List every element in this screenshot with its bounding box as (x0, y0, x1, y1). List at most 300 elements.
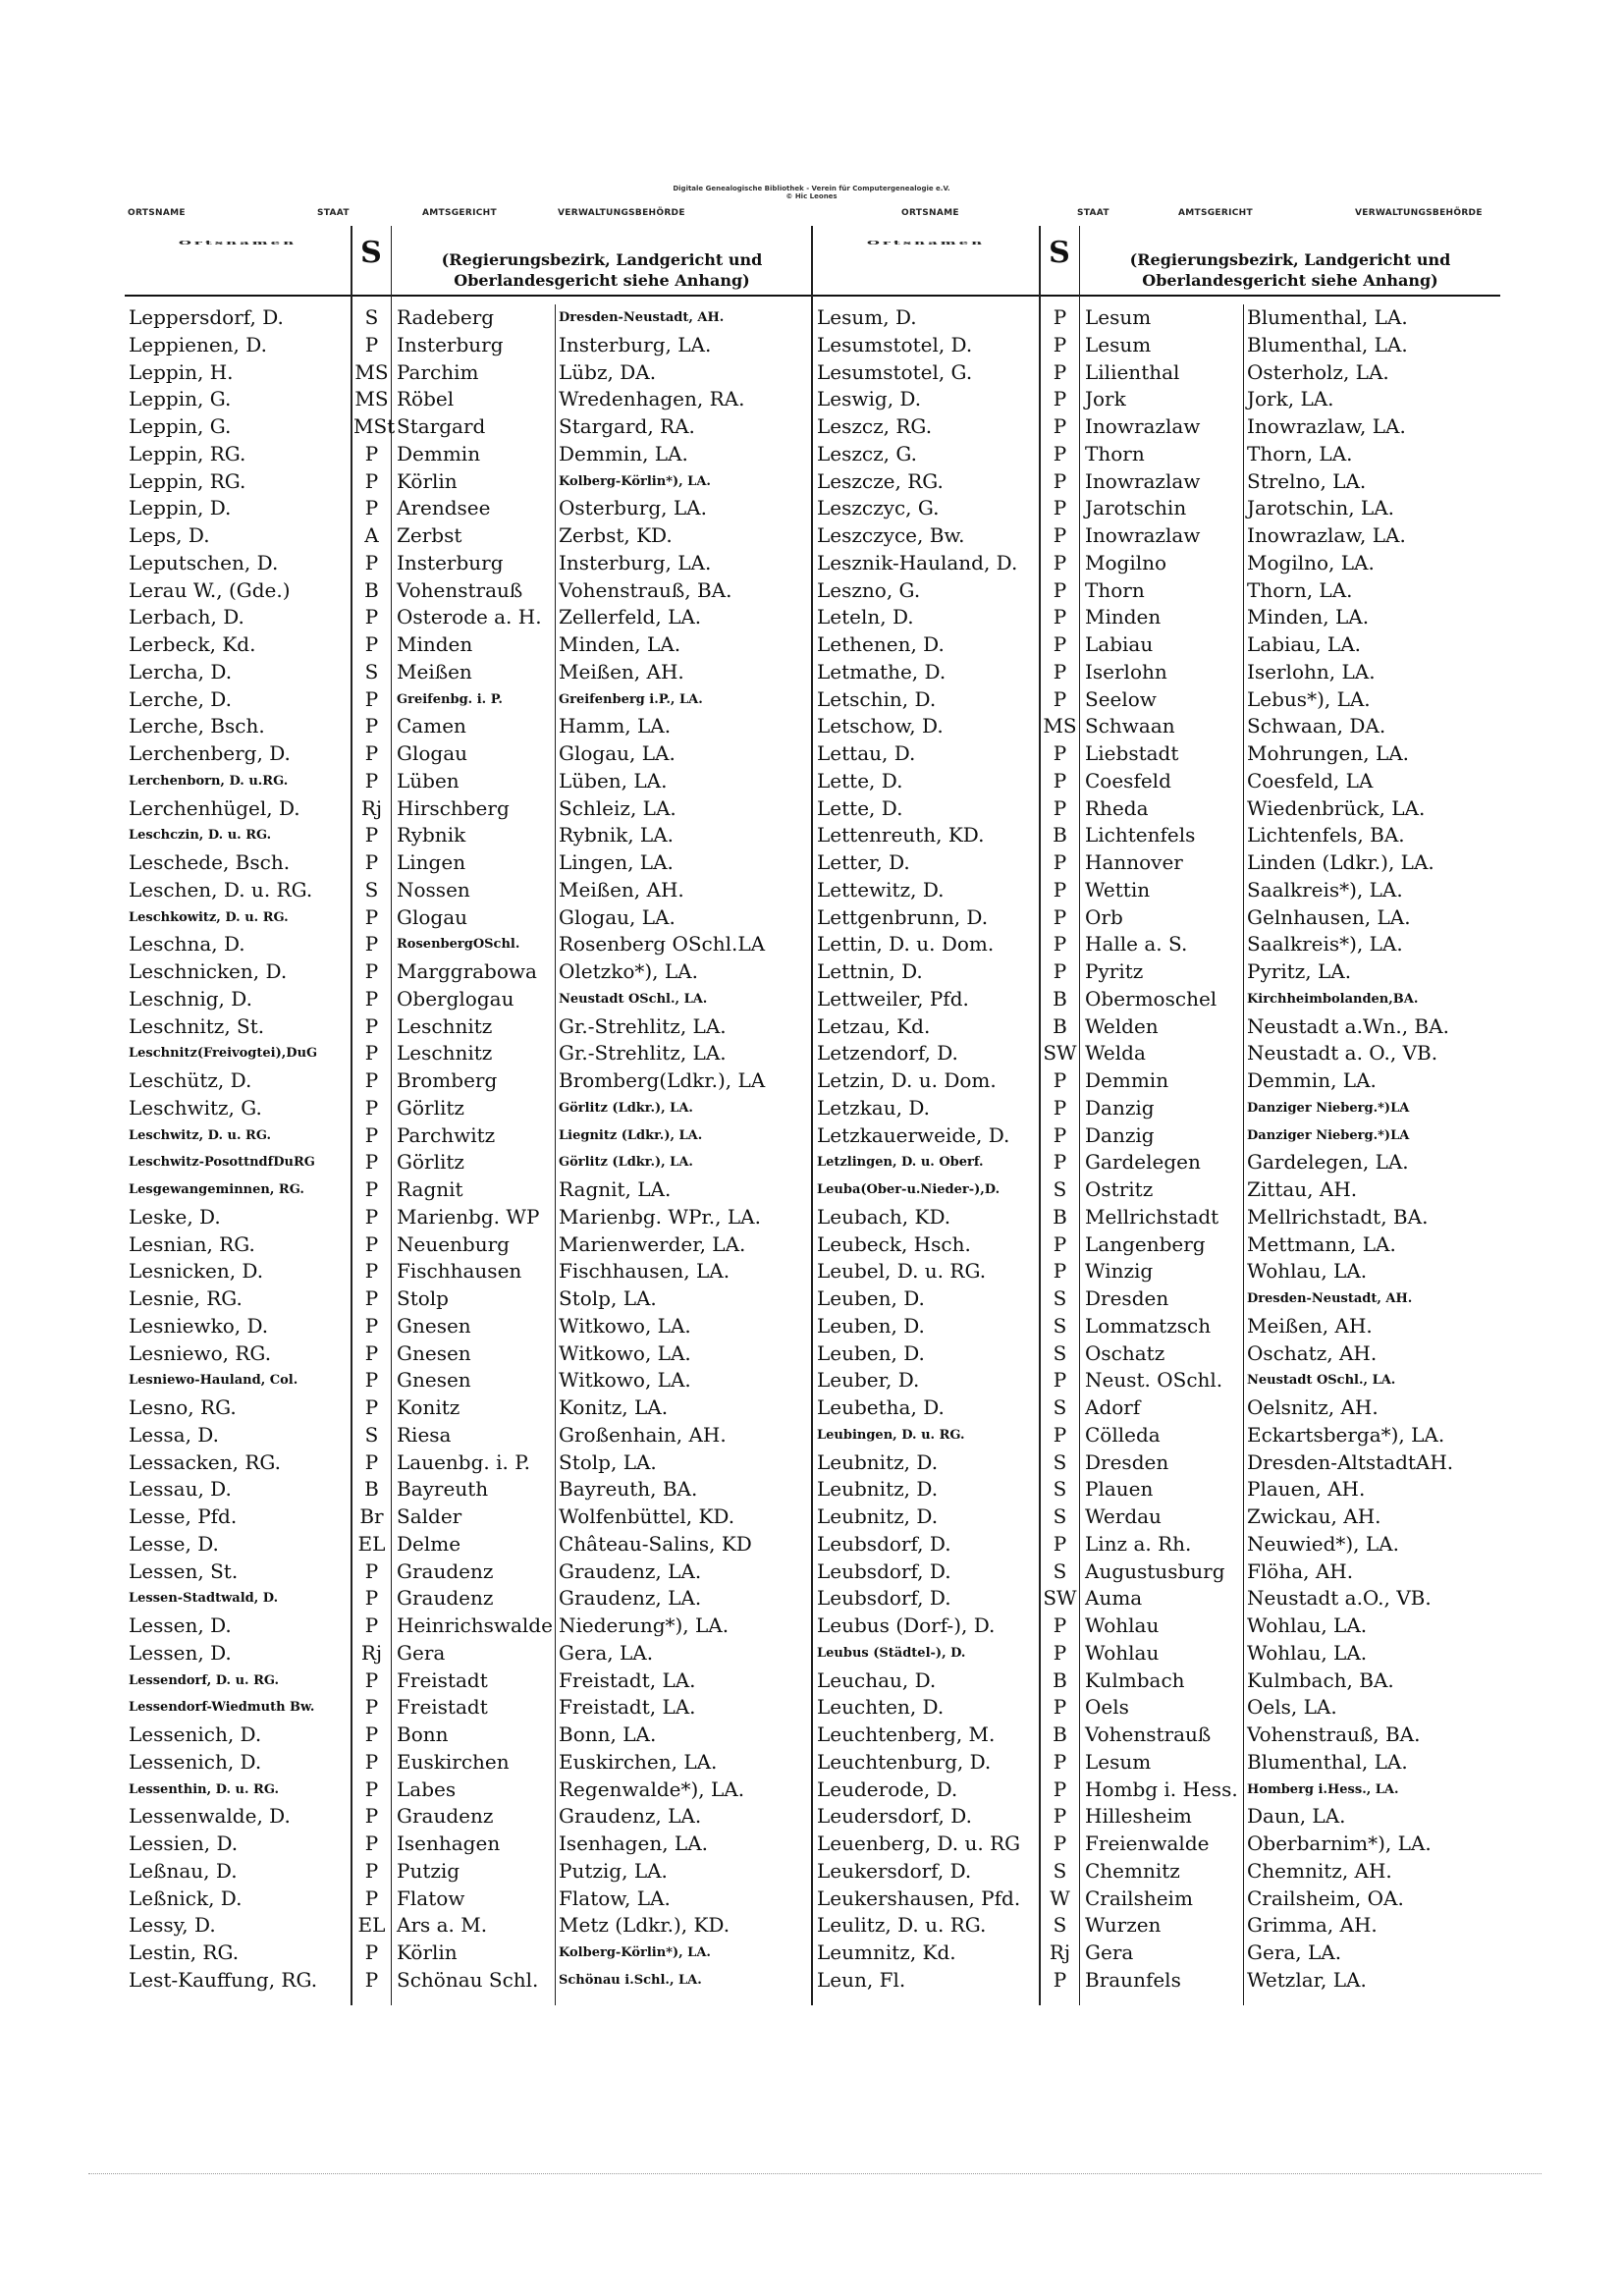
state-code: P (1053, 1804, 1067, 1829)
state-code: P (364, 1586, 379, 1611)
place-name: Leubnitz, D. (817, 1504, 939, 1528)
state-code: P (1053, 332, 1067, 356)
state-code: P (1053, 1831, 1067, 1855)
court-name: Meißen (397, 659, 472, 683)
place-name: Leschütz, D. (129, 1068, 252, 1092)
table-row (125, 686, 812, 714)
place-name: Leszczyc, G. (817, 496, 940, 520)
place-name: Leubingen, D. u. RG. (817, 1427, 965, 1443)
state-code: B (1053, 1204, 1067, 1229)
court-name: Graudenz (397, 1586, 494, 1611)
place-name: Lessau, D. (129, 1477, 232, 1502)
table-row (813, 1585, 1500, 1613)
place-name: Leubel, D. u. RG. (817, 1259, 987, 1284)
table-row (813, 522, 1500, 550)
place-name: Lettau, D. (817, 741, 916, 765)
place-name: Lessenthin, D. u. RG. (129, 1781, 280, 1797)
table-row (813, 1040, 1500, 1067)
table-row (125, 958, 812, 986)
place-name: Leps, D. (129, 523, 210, 547)
authority-name: Insterburg, LA. (559, 550, 712, 574)
court-name: Oschatz (1085, 1340, 1165, 1365)
table-row (125, 522, 812, 550)
table-row (125, 740, 812, 768)
place-name: Letzkau, D. (817, 1095, 931, 1120)
state-code: S (364, 659, 379, 683)
state-code: P (364, 1095, 379, 1120)
authority-name: Château-Salins, KD (559, 1531, 752, 1556)
state-code: P (1053, 1150, 1067, 1175)
court-name: Lilienthal (1085, 359, 1180, 384)
place-name: Leszcze, RG. (817, 468, 944, 493)
authority-name: Gr.-Strehlitz, LA. (559, 1041, 727, 1066)
state-code: P (1053, 414, 1067, 438)
state-code: P (1053, 1231, 1067, 1256)
court-name: Welda (1085, 1041, 1146, 1066)
place-name: Leppin, RG. (129, 468, 246, 493)
table-row (125, 1285, 812, 1313)
table-row (813, 604, 1500, 631)
authority-name: Oels, LA. (1247, 1695, 1337, 1720)
table-row (125, 1449, 812, 1477)
left-entry-list (125, 304, 812, 1995)
place-name: Leppin, H. (129, 359, 234, 384)
state-code: P (364, 441, 379, 465)
authority-name: Oelsnitz, AH. (1247, 1395, 1379, 1419)
table-row (125, 931, 812, 958)
table-row (125, 631, 812, 659)
court-name: Putzig (397, 1858, 460, 1883)
place-name: Letschow, D. (817, 714, 944, 738)
table-row (813, 495, 1500, 522)
place-name: Leputschen, D. (129, 550, 279, 574)
place-name: Lette, D. (817, 795, 903, 820)
table-row (813, 849, 1500, 877)
table-row (813, 332, 1500, 359)
table-row (125, 1149, 812, 1176)
state-code: B (1053, 986, 1067, 1011)
authority-name: Graudenz, LA. (559, 1558, 702, 1583)
authority-name: Greifenberg i.P., LA. (559, 691, 703, 707)
state-code: P (364, 632, 379, 656)
place-name: Leßnau, D. (129, 1858, 238, 1883)
place-name: Leppin, RG. (129, 441, 246, 465)
state-code: SW (1043, 1586, 1077, 1611)
place-name: Lettewitz, D. (817, 877, 945, 902)
court-name: Ragnit (397, 1177, 463, 1201)
court-name: Labes (397, 1777, 457, 1801)
authority-name: Graudenz, LA. (559, 1804, 702, 1829)
table-row (125, 1040, 812, 1067)
table-row (125, 1095, 812, 1122)
state-code: P (1053, 741, 1067, 765)
place-name: Lesniewo-Hauland, Col. (129, 1373, 298, 1389)
header-verwaltung-left: VERWALTUNGSBEHÖRDE (558, 208, 685, 218)
table-row (125, 904, 812, 932)
authority-name: Kulmbach, BA. (1247, 1667, 1394, 1692)
place-name: Lettenreuth, KD. (817, 823, 985, 847)
court-name: Danzig (1085, 1095, 1155, 1120)
table-row (125, 1531, 812, 1558)
state-code: P (364, 932, 379, 957)
place-name: Leuben, D. (817, 1286, 925, 1310)
court-name: Arendsee (397, 496, 491, 520)
place-name: Leubach, KD. (817, 1204, 951, 1229)
court-name: Augustusburg (1085, 1558, 1225, 1583)
table-row (813, 713, 1500, 740)
state-code: P (364, 959, 379, 983)
court-name: Kulmbach (1085, 1667, 1185, 1692)
state-code: P (364, 1558, 379, 1583)
authority-name: Dresden-Neustadt, AH. (559, 310, 725, 325)
authority-name: Ragnit, LA. (559, 1177, 672, 1201)
place-name: Lerche, Bsch. (129, 714, 265, 738)
table-row (813, 904, 1500, 932)
header-amtsgericht-left: AMTSGERICHT (422, 208, 497, 218)
state-code: P (364, 1967, 379, 1992)
place-name: Lesno, RG. (129, 1395, 237, 1419)
table-row (125, 1422, 812, 1449)
court-name: Röbel (397, 387, 455, 411)
table-row (125, 849, 812, 877)
place-name: Lerche, D. (129, 686, 232, 711)
place-name: Lercha, D. (129, 659, 233, 683)
table-row (813, 1122, 1500, 1150)
authority-name: Gr.-Strehlitz, LA. (559, 1013, 727, 1038)
authority-name: Lebus*), LA. (1247, 686, 1371, 711)
table-row (125, 1476, 812, 1503)
authority-name: Meißen, AH. (559, 877, 684, 902)
court-name: Linz a. Rh. (1085, 1531, 1192, 1556)
court-name: Winzig (1085, 1259, 1154, 1284)
authority-name: Kolberg-Körlin*), LA. (559, 473, 711, 489)
court-name: Inowrazlaw (1085, 468, 1201, 493)
table-row (813, 768, 1500, 795)
place-name: Leppienen, D. (129, 332, 267, 356)
state-code: P (1053, 1068, 1067, 1092)
authority-name: Saalkreis*), LA. (1247, 932, 1403, 957)
place-name: Leubus (Dorf-), D. (817, 1613, 996, 1637)
table-row (125, 1122, 812, 1150)
authority-name: Grimma, AH. (1247, 1913, 1378, 1938)
court-name: Flatow (397, 1886, 465, 1910)
court-name: Liebstadt (1085, 741, 1179, 765)
staat-column-head (352, 226, 391, 297)
place-name: Lerchenborn, D. u.RG. (129, 773, 289, 789)
place-name: Lessenich, D. (129, 1749, 262, 1774)
state-code: B (364, 577, 379, 602)
court-name: Thorn (1085, 577, 1145, 602)
place-name: Leschczin, D. u. RG. (129, 828, 272, 844)
authority-name: Iserlohn, LA. (1247, 659, 1376, 683)
place-name: Leschede, Bsch. (129, 850, 291, 874)
state-code: S (1053, 1177, 1067, 1201)
court-name: Demmin (397, 441, 481, 465)
court-name: Jarotschin (1085, 496, 1187, 520)
ortsname-column-head (813, 226, 1039, 297)
authority-name: Stolp, LA. (559, 1286, 657, 1310)
authority-name: Wetzlar, LA. (1247, 1967, 1367, 1992)
state-code: P (1053, 795, 1067, 820)
court-name: Ostritz (1085, 1177, 1154, 1201)
table-row (813, 1858, 1500, 1886)
table-row (813, 659, 1500, 686)
court-name: Zerbst (397, 523, 462, 547)
authority-name: Dresden-Neustadt, AH. (1247, 1291, 1413, 1306)
place-name: Lesniewko, D. (129, 1313, 269, 1338)
table-row (813, 1449, 1500, 1477)
authority-name: Lingen, LA. (559, 850, 674, 874)
authority-name: Blumenthal, LA. (1247, 332, 1408, 356)
header-amtsgericht-right: AMTSGERICHT (1178, 208, 1253, 218)
place-name: Lettweiler, Pfd. (817, 986, 969, 1011)
table-row (813, 931, 1500, 958)
state-code: MS (1043, 714, 1077, 738)
authority-name: Neustadt OSchl., LA. (559, 991, 708, 1007)
authority-name: Großenhain, AH. (559, 1422, 727, 1447)
state-code: Rj (360, 795, 383, 820)
table-row (125, 1176, 812, 1204)
authority-name: Thorn, LA. (1247, 441, 1353, 465)
table-row (125, 468, 812, 496)
header-staat-left: STAAT (317, 208, 350, 218)
state-code: P (1053, 959, 1067, 983)
table-row (125, 441, 812, 468)
authority-name: Crailsheim, OA. (1247, 1886, 1404, 1910)
court-name: Adorf (1085, 1395, 1141, 1419)
state-code: Rj (1049, 1941, 1071, 1964)
table-row (125, 550, 812, 577)
authority-name: Neustadt a.Wn., BA. (1247, 1013, 1449, 1038)
table-row (813, 1149, 1500, 1176)
place-name: Leulitz, D. u. RG. (817, 1913, 987, 1938)
header-staat-right: STAAT (1077, 208, 1109, 218)
authority-name: Linden (Ldkr.), LA. (1247, 850, 1434, 874)
state-code: P (1053, 932, 1067, 957)
authority-name: Thorn, LA. (1247, 577, 1353, 602)
court-name: Görlitz (397, 1095, 464, 1120)
place-name: Lerbeck, Kd. (129, 632, 256, 656)
state-code: P (364, 1941, 379, 1964)
state-code: P (1053, 850, 1067, 874)
court-name: Graudenz (397, 1804, 494, 1829)
state-code: P (1053, 877, 1067, 902)
state-code: P (1053, 496, 1067, 520)
state-code: S (364, 877, 379, 902)
court-name: Bromberg (397, 1068, 498, 1092)
state-code: P (1053, 686, 1067, 711)
court-name: Lommatzsch (1085, 1313, 1212, 1338)
table-row (125, 1803, 812, 1831)
state-code: P (364, 1068, 379, 1092)
authority-name: Mettmann, LA. (1247, 1231, 1396, 1256)
place-name: Lest-Kauffung, RG. (129, 1967, 318, 1992)
authority-name: Neustadt OSchl., LA. (1247, 1373, 1396, 1389)
table-row (813, 1367, 1500, 1394)
court-name: Welden (1085, 1013, 1159, 1038)
state-code: B (1053, 1013, 1067, 1038)
state-code: S (1053, 1558, 1067, 1583)
authority-name: Danziger Nieberg.*)LA (1247, 1127, 1410, 1143)
header-ortsname-right: ORTSNAME (901, 208, 959, 218)
court-name: Chemnitz (1085, 1858, 1180, 1883)
authority-name: Jork, LA. (1247, 387, 1334, 411)
place-name: Leszcz, RG. (817, 414, 933, 438)
court-name: Langenberg (1085, 1231, 1206, 1256)
state-code: P (1053, 1095, 1067, 1120)
state-code: P (364, 1259, 379, 1284)
state-code: SW (1043, 1041, 1077, 1066)
authority-name: Rybnik, LA. (559, 823, 675, 847)
court-name: Marienbg. WP (397, 1204, 540, 1229)
state-code: P (364, 768, 379, 793)
court-name: Leschnitz (397, 1041, 493, 1066)
state-code: S (364, 305, 379, 329)
state-code: P (1053, 1695, 1067, 1720)
place-name: Letmathe, D. (817, 659, 947, 683)
court-name: Ars a. M. (397, 1913, 488, 1938)
court-name: Nossen (397, 877, 470, 902)
authority-name: Minden, LA. (559, 632, 681, 656)
table-row (813, 1803, 1500, 1831)
court-name: Hirschberg (397, 795, 510, 820)
state-code: P (364, 332, 379, 356)
table-row (813, 1176, 1500, 1204)
table-row (125, 1694, 812, 1722)
court-name: Lesum (1085, 305, 1152, 329)
authority-name: Gera, LA. (1247, 1941, 1342, 1964)
place-name: Leschwitz, D. u. RG. (129, 1127, 271, 1143)
authority-name: Bayreuth, BA. (559, 1477, 698, 1502)
table-row (813, 577, 1500, 605)
table-row (125, 1967, 812, 1995)
state-code: P (364, 1122, 379, 1147)
state-code: P (1053, 1640, 1067, 1665)
table-row (125, 413, 812, 441)
place-name: Leuba(Ober-u.Nieder-),D. (817, 1182, 1001, 1197)
table-row (125, 1394, 812, 1422)
table-row (813, 1340, 1500, 1368)
place-name: Lesse, Pfd. (129, 1504, 238, 1528)
place-name: Letter, D. (817, 850, 910, 874)
court-name: Rheda (1085, 795, 1149, 820)
staat-column-head (1040, 226, 1079, 297)
court-name: Bayreuth (397, 1477, 489, 1502)
table-row (125, 604, 812, 631)
authority-name: Rosenberg OSchl.LA (559, 932, 766, 957)
state-code: P (364, 1667, 379, 1692)
authority-name: Stolp, LA. (559, 1449, 657, 1474)
authority-name: Marienbg. WPr., LA. (559, 1204, 761, 1229)
source-note-line2: © Hic Leones (785, 192, 838, 200)
authority-name: Eckartsberga*), LA. (1247, 1422, 1445, 1447)
state-code: P (364, 605, 379, 629)
authority-name: Wohlau, LA. (1247, 1259, 1368, 1284)
place-name: Lesse, D. (129, 1531, 219, 1556)
place-name: Lesnie, RG. (129, 1286, 243, 1310)
table-row (125, 1749, 812, 1777)
state-code: P (1053, 605, 1067, 629)
authority-name: Putzig, LA. (559, 1858, 668, 1883)
table-row (813, 1204, 1500, 1231)
table-row (813, 740, 1500, 768)
authority-name: Mellrichstadt, BA. (1247, 1204, 1429, 1229)
authority-name: Dresden-AltstadtAH. (1247, 1449, 1454, 1474)
place-name: Lerau W., (Gde.) (129, 577, 291, 602)
place-name: Lesumstotel, D. (817, 332, 973, 356)
table-row (813, 386, 1500, 413)
table-row (813, 1476, 1500, 1503)
state-code: P (364, 741, 379, 765)
authority-name: Neustadt a. O., VB. (1247, 1041, 1438, 1066)
table-row (813, 1394, 1500, 1422)
state-code: P (1053, 1368, 1067, 1393)
state-code: P (364, 1286, 379, 1310)
authority-name: Bromberg(Ldkr.), LA (559, 1068, 766, 1092)
state-code: EL (357, 1531, 386, 1556)
authority-name: Blumenthal, LA. (1247, 305, 1408, 329)
table-row (813, 1558, 1500, 1586)
ortsname-column-head (125, 226, 351, 297)
table-row (125, 1067, 812, 1095)
court-name: Crailsheim (1085, 1886, 1193, 1910)
authority-name: Stargard, RA. (559, 414, 695, 438)
court-name: Thorn (1085, 441, 1145, 465)
court-name: Gera (1085, 1941, 1134, 1964)
authority-name: Hamm, LA. (559, 714, 672, 738)
place-name: Lessen, D. (129, 1613, 232, 1637)
authority-name: Demmin, LA. (559, 441, 688, 465)
table-row (813, 631, 1500, 659)
state-code: P (364, 1886, 379, 1910)
authority-name: Zittau, AH. (1247, 1177, 1358, 1201)
court-name: Schönau Schl. (397, 1967, 539, 1992)
court-name: Delme (397, 1531, 461, 1556)
table-row (125, 1858, 812, 1886)
state-code: P (1053, 659, 1067, 683)
place-name: Lesnian, RG. (129, 1231, 255, 1256)
place-name: Leszno, G. (817, 577, 921, 602)
table-row (813, 413, 1500, 441)
state-code: P (364, 904, 379, 929)
court-name: Körlin (397, 468, 458, 493)
state-code: P (1053, 523, 1067, 547)
court-name: Körlin (397, 1941, 458, 1964)
court-name: Lauenbg. i. P. (397, 1449, 530, 1474)
authority-name: Isenhagen, LA. (559, 1831, 709, 1855)
table-row (125, 1912, 812, 1940)
table-row (125, 986, 812, 1013)
state-code: S (1053, 1340, 1067, 1365)
court-name: Gnesen (397, 1368, 471, 1393)
authority-name: Osterburg, LA. (559, 496, 707, 520)
table-row (125, 1613, 812, 1640)
court-name: Auma (1085, 1586, 1143, 1611)
gericht-note: (Regierungsbezirk, Landgericht und Oberlandesgericht siehe Anhang) (441, 250, 763, 290)
place-name: Leun, Fl. (817, 1967, 906, 1992)
place-name: Lethenen, D. (817, 632, 945, 656)
authority-name: Graudenz, LA. (559, 1586, 702, 1611)
court-name: Neuenburg (397, 1231, 510, 1256)
state-code: S (1053, 1395, 1067, 1419)
court-name: Leschnitz (397, 1013, 493, 1038)
court-name: Oels (1085, 1695, 1129, 1720)
state-code: MS (354, 359, 389, 384)
state-code: P (1053, 387, 1067, 411)
authority-name: Inowrazlaw, LA. (1247, 414, 1406, 438)
table-row (813, 822, 1500, 849)
state-code: P (364, 1013, 379, 1038)
